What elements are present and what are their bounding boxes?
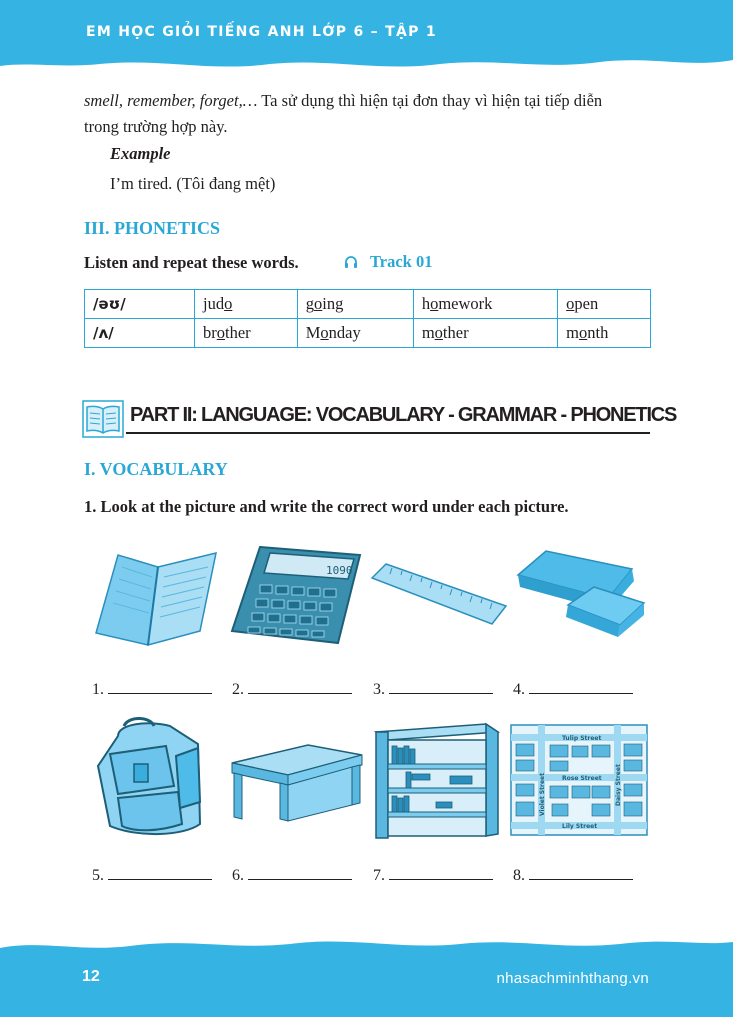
ruler-picture (368, 560, 508, 630)
answer-blank-5[interactable]: 5. (92, 865, 212, 885)
answer-blank-2[interactable]: 2. (232, 679, 352, 699)
eraser-picture (514, 545, 648, 640)
calculator-picture (230, 545, 362, 645)
phonetic-symbol: /əʊ/ (85, 290, 195, 319)
headphones-icon (344, 255, 358, 274)
backpack-picture (88, 716, 214, 841)
phonetics-instruction: Listen and repeat these words. (84, 253, 299, 272)
word-cell: open (558, 290, 651, 319)
answer-blank-3[interactable]: 3. (373, 679, 493, 699)
example-text: I’m tired. (Tôi đang mệt) (110, 174, 276, 193)
vocabulary-instruction: 1. Look at the picture and write the correct word under each picture. (84, 497, 569, 516)
desk-picture (228, 735, 364, 823)
footer-site[interactable]: nhasachminhthang.vn (496, 970, 649, 987)
answer-blank-7[interactable]: 7. (373, 865, 493, 885)
street-label: Lily Street (562, 823, 598, 830)
street-label: Daisy Street (615, 764, 622, 806)
word-cell: going (297, 290, 413, 319)
intro-line-1 (84, 88, 602, 114)
intro-line-2: trong trường hợp này. (84, 117, 228, 136)
page-number: 12 (82, 968, 100, 985)
track-label[interactable]: Track 01 (370, 252, 433, 271)
table-row (85, 290, 651, 319)
phonetics-heading: III. PHONETICS (84, 218, 221, 238)
word-cell: judo (195, 290, 298, 319)
word-cell: mother (413, 319, 557, 348)
phonetics-table (84, 289, 651, 348)
answer-blank-4[interactable]: 4. (513, 679, 633, 699)
part-title: PART II: LANGUAGE: VOCABULARY - GRAMMAR - PHONETICS (130, 404, 677, 426)
answer-blank-6[interactable]: 6. (232, 865, 352, 885)
street-map-picture (510, 724, 648, 836)
phonetic-symbol: /ʌ/ (85, 319, 195, 348)
street-label: Tulip Street (562, 735, 602, 742)
open-book-icon (82, 400, 124, 443)
calculator-display: 1090 (326, 564, 353, 577)
word-cell: Monday (297, 319, 413, 348)
vocabulary-heading: I. VOCABULARY (84, 459, 228, 479)
example-label: Example (110, 144, 171, 163)
street-label: Violet Street (539, 773, 546, 816)
part-divider (126, 432, 650, 434)
word-cell: brother (195, 319, 298, 348)
word-cell: homework (413, 290, 557, 319)
word-cell: month (558, 319, 651, 348)
bookshelf-picture (370, 718, 502, 840)
header-title: EM HỌC GIỎI TIẾNG ANH LỚP 6 – TẬP 1 (86, 24, 437, 40)
answer-blank-8[interactable]: 8. (513, 865, 633, 885)
answer-blank-1[interactable]: 1. (92, 679, 212, 699)
notebook-picture (88, 545, 220, 650)
table-row (85, 319, 651, 348)
intro-line-1-rest: Ta sử dụng thì hiện tại đơn thay vì hiện tại tiếp diễn (257, 91, 603, 110)
header-wave (0, 0, 733, 80)
intro-italic: smell, remember, forget,… (84, 91, 258, 110)
street-label: Rose Street (562, 775, 602, 782)
